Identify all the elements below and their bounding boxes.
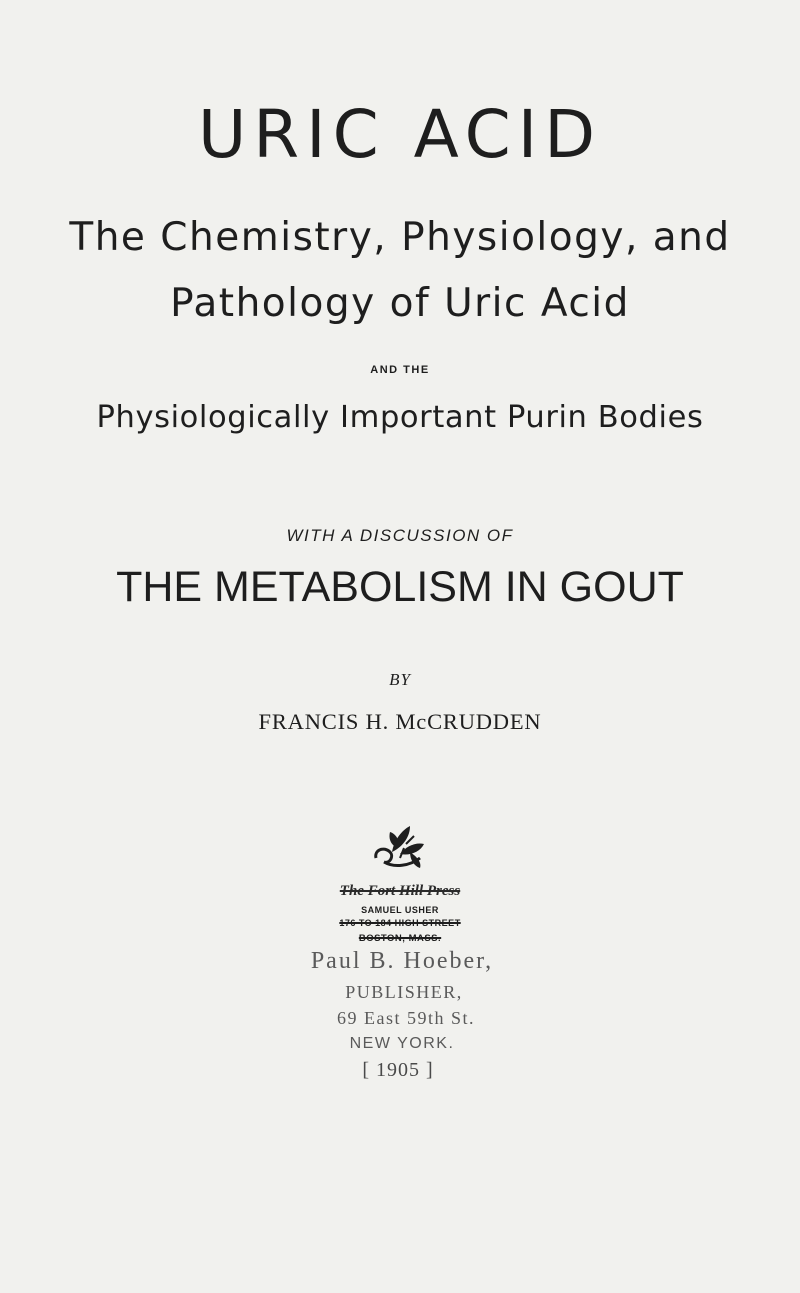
and-the-connector: AND THE [370,364,430,376]
press-name: The Fort Hill Press [339,883,461,899]
printer-name: SAMUEL USHER [361,905,439,915]
subtitle-line-1: The Chemistry, Physiology, and [69,215,731,260]
printer-city: BOSTON, MASS. [358,933,442,944]
publisher-stamp-city: NEW YORK. [349,1035,455,1052]
publisher-stamp-address: 69 East 59th St. [336,1008,475,1028]
publisher-stamp-role: PUBLISHER, [345,982,463,1002]
leaf-ornament-icon [370,822,432,872]
shelf-mark: [ 1905 ] [362,1059,434,1081]
book-title: URIC ACID [197,96,603,173]
subtitle-line-2: Pathology of Uric Acid [170,281,630,326]
publisher-stamp-name: Paul B. Hoeber, [310,948,494,974]
subtitle-line-3: Physiologically Important Purin Bodies [96,400,704,435]
by-label: BY [389,670,411,689]
metabolism-heading: THE METABOLISM IN GOUT [116,563,684,611]
printer-street: 176 TO 184 HIGH STREET [339,918,461,928]
author-name: FRANCIS H. McCRUDDEN [258,709,542,734]
with-discussion-label: WITH A DISCUSSION OF [286,526,514,545]
